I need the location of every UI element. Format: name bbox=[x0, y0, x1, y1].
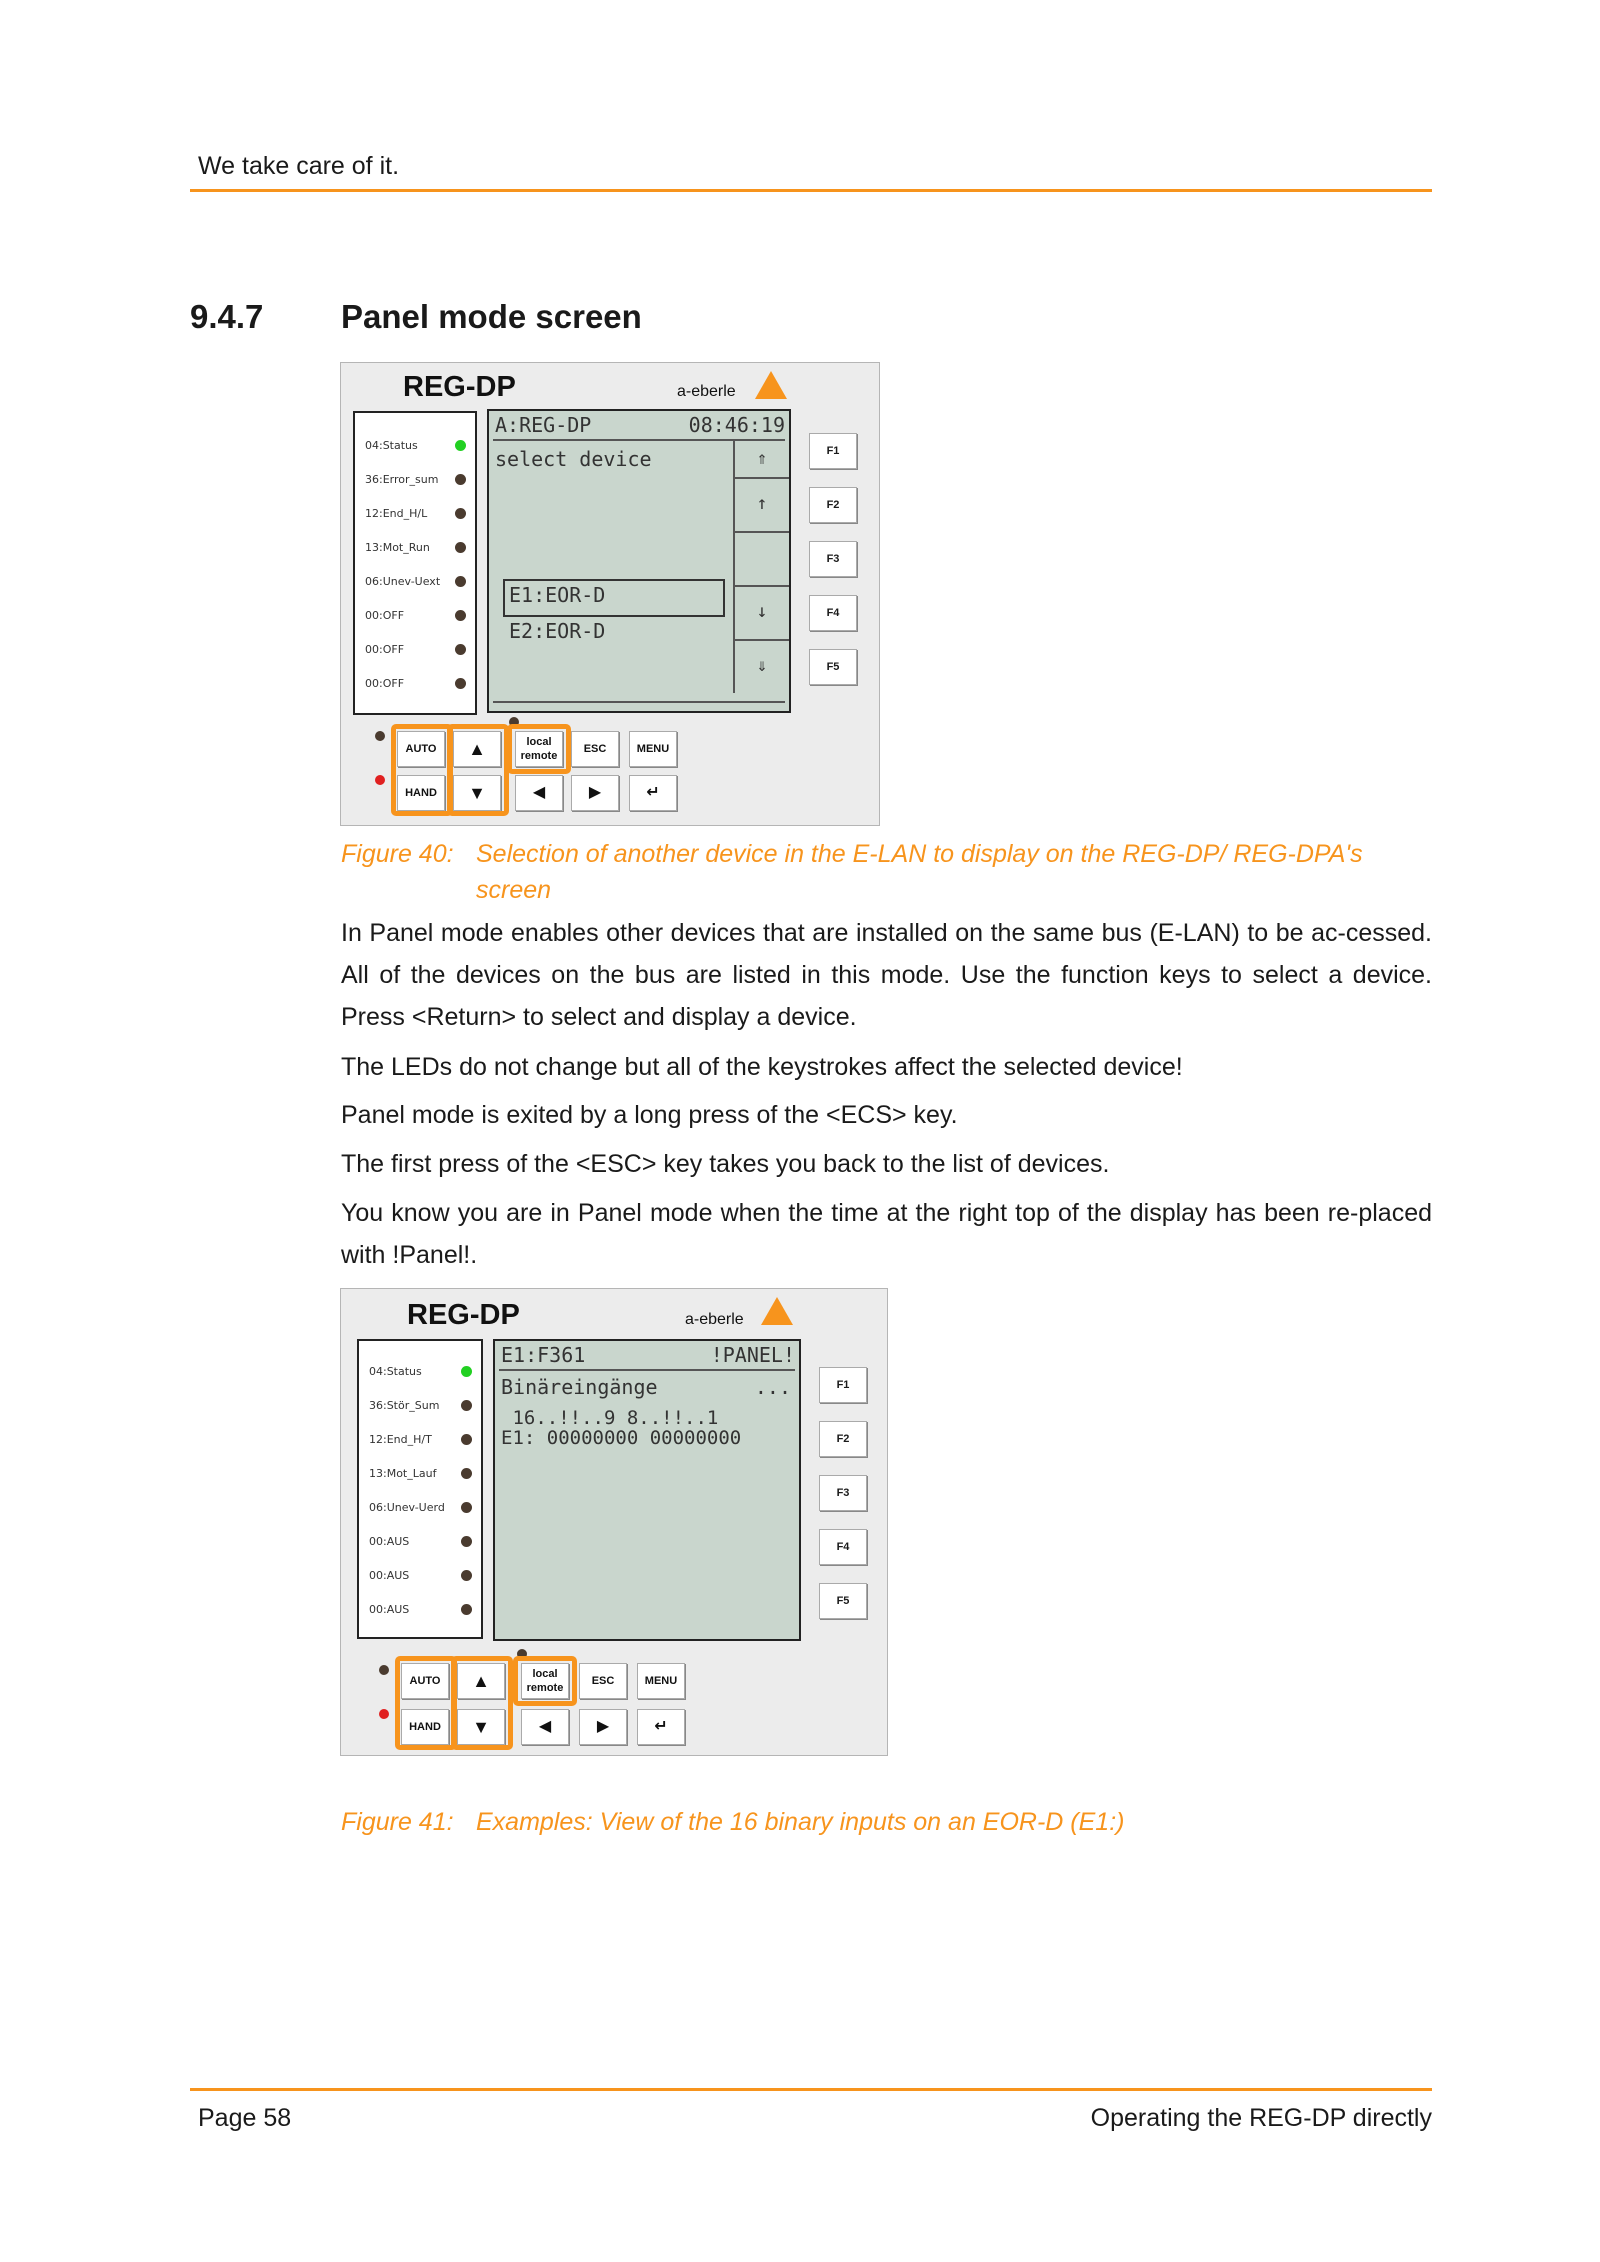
led-icon bbox=[461, 1400, 472, 1411]
led-label: 04:Status bbox=[365, 439, 418, 452]
menu-key[interactable]: MENU bbox=[629, 731, 677, 767]
led-icon bbox=[461, 1468, 472, 1479]
header-tagline: We take care of it. bbox=[198, 152, 400, 180]
remote-label: remote bbox=[526, 1682, 564, 1694]
led-green-icon bbox=[461, 1366, 472, 1377]
logo-triangle-icon bbox=[761, 1297, 793, 1325]
lcd-input-index: 16..!!..9 8..!!..1 bbox=[501, 1407, 719, 1429]
local-label: local bbox=[526, 736, 552, 748]
lcd-screen bbox=[487, 409, 791, 713]
led-label: 12:End_H/L bbox=[365, 507, 428, 520]
f1-key[interactable]: F1 bbox=[809, 433, 857, 469]
led-icon bbox=[461, 1536, 472, 1547]
lcd-title-left: A:REG-DP bbox=[495, 413, 592, 437]
highlight-auto-hand bbox=[395, 1656, 457, 1750]
left-key[interactable]: ◀ bbox=[521, 1709, 569, 1745]
scroll-bottom-icon: ⇓ bbox=[756, 655, 768, 676]
figure-41-device-panel bbox=[340, 1288, 888, 1756]
led-icon bbox=[455, 610, 466, 621]
lower-key[interactable]: ▼ bbox=[457, 1709, 505, 1745]
lcd-line1: Binäreingänge bbox=[501, 1375, 658, 1399]
led-icon bbox=[455, 644, 466, 655]
left-key[interactable]: ◀ bbox=[515, 775, 563, 811]
chapter-title: Operating the REG-DP directly bbox=[1090, 2104, 1432, 2132]
figure-41-caption-text: Examples: View of the 16 binary inputs on an EOR-D (E1:) bbox=[476, 1808, 1125, 1836]
hand-key[interactable]: HAND bbox=[397, 775, 445, 811]
led-list bbox=[353, 411, 477, 715]
hand-led-icon bbox=[375, 775, 385, 785]
lcd-input-values: E1: 00000000 00000000 bbox=[501, 1427, 742, 1449]
auto-led-icon bbox=[375, 731, 385, 741]
lcd-scroll-column bbox=[733, 441, 789, 693]
esc-key[interactable]: ESC bbox=[579, 1663, 627, 1699]
led-list bbox=[357, 1339, 483, 1639]
paragraph: The LEDs do not change but all of the keystrokes affect the selected device! bbox=[341, 1053, 1183, 1081]
section-number: 9.4.7 bbox=[190, 298, 264, 335]
hand-led-icon bbox=[379, 1709, 389, 1719]
menu-key[interactable]: MENU bbox=[637, 1663, 685, 1699]
auto-key[interactable]: AUTO bbox=[397, 731, 445, 767]
f2-key[interactable]: F2 bbox=[809, 487, 857, 523]
highlight-auto-hand bbox=[391, 724, 453, 816]
led-green-icon bbox=[455, 440, 466, 451]
f4-key[interactable]: F4 bbox=[809, 595, 857, 631]
f4-key[interactable]: F4 bbox=[819, 1529, 867, 1565]
paragraph: Panel mode is exited by a long press of the <ECS> key. bbox=[341, 1101, 958, 1129]
led-icon bbox=[455, 508, 466, 519]
right-key[interactable]: ▶ bbox=[571, 775, 619, 811]
led-icon bbox=[455, 576, 466, 587]
scroll-up-icon: ↑ bbox=[735, 477, 789, 533]
led-icon bbox=[455, 542, 466, 553]
paragraph: In Panel mode enables other devices that are installed on the same bus (E-LAN) to be ac-cessed. All of the devices on the bus are listed in this mode. Use the function keys to select a device. Press <Return> to select and display a device. bbox=[341, 919, 1432, 1031]
figure-41-caption-label: Figure 41: bbox=[341, 1808, 454, 1836]
local-label: local bbox=[532, 1668, 558, 1680]
led-icon bbox=[461, 1604, 472, 1615]
f5-key[interactable]: F5 bbox=[809, 649, 857, 685]
led-label: 12:End_H/T bbox=[369, 1433, 432, 1446]
paragraph: The first press of the <ESC> key takes you back to the list of devices. bbox=[341, 1150, 1110, 1178]
lcd-selected-item: E1:EOR-D bbox=[509, 583, 606, 607]
f1-key[interactable]: F1 bbox=[819, 1367, 867, 1403]
led-label: 00:AUS bbox=[369, 1569, 410, 1582]
led-icon bbox=[461, 1570, 472, 1581]
f5-key[interactable]: F5 bbox=[819, 1583, 867, 1619]
footer-rule bbox=[190, 2088, 1432, 2091]
lower-key[interactable]: ▼ bbox=[453, 775, 501, 811]
led-label: 00:AUS bbox=[369, 1535, 410, 1548]
header-rule bbox=[190, 189, 1432, 192]
led-label: 00:OFF bbox=[365, 609, 405, 622]
auto-led-icon bbox=[379, 1665, 389, 1675]
lcd-line1: select device bbox=[495, 447, 652, 471]
scroll-top-icon: ⇑ bbox=[735, 441, 789, 479]
f3-key[interactable]: F3 bbox=[819, 1475, 867, 1511]
section-title: Panel mode screen bbox=[341, 298, 642, 335]
raise-key[interactable]: ▲ bbox=[457, 1663, 505, 1699]
led-label: 13:Mot_Lauf bbox=[369, 1467, 437, 1480]
logo-text: a-eberle bbox=[677, 383, 736, 400]
led-label: 36:Error_sum bbox=[365, 473, 439, 486]
led-label: 04:Status bbox=[369, 1365, 422, 1378]
esc-key[interactable]: ESC bbox=[571, 731, 619, 767]
enter-key[interactable]: ↵ bbox=[637, 1709, 685, 1745]
highlight-local-remote bbox=[513, 1656, 577, 1706]
led-label: 00:OFF bbox=[365, 677, 405, 690]
raise-key[interactable]: ▲ bbox=[453, 731, 501, 767]
led-icon bbox=[455, 474, 466, 485]
f2-key[interactable]: F2 bbox=[819, 1421, 867, 1457]
brand-label: REG-DP bbox=[407, 1299, 520, 1331]
f3-key[interactable]: F3 bbox=[809, 541, 857, 577]
brand-label: REG-DP bbox=[403, 371, 516, 403]
scroll-down-icon: ↓ bbox=[735, 585, 789, 641]
led-label: 06:Unev-Uext bbox=[365, 575, 441, 588]
highlight-raise-lower bbox=[451, 1656, 513, 1750]
right-key[interactable]: ▶ bbox=[579, 1709, 627, 1745]
lcd-clock: 08:46:19 bbox=[688, 413, 785, 437]
logo-triangle-icon bbox=[755, 371, 787, 399]
lcd-more-indicator: ... bbox=[754, 1375, 791, 1399]
led-label: 00:AUS bbox=[369, 1603, 410, 1616]
figure-40-caption-text: Selection of another device in the E-LAN to display on the REG-DP/ REG-DPA's bbox=[476, 840, 1363, 868]
figure-40-caption-text-cont: screen bbox=[476, 876, 552, 904]
figure-40-caption-label: Figure 40: bbox=[341, 840, 454, 868]
led-label: 00:OFF bbox=[365, 643, 405, 656]
logo-text: a-eberle bbox=[685, 1311, 744, 1328]
paragraph: You know you are in Panel mode when the time at the right top of the display has been re-placed with !Panel!. bbox=[341, 1199, 1432, 1269]
lcd-list-item: E2:EOR-D bbox=[509, 619, 606, 643]
scroll-blank bbox=[735, 531, 789, 587]
lcd-screen bbox=[493, 1339, 801, 1641]
led-icon bbox=[461, 1434, 472, 1445]
lcd-title-left: E1:F361 bbox=[501, 1343, 586, 1367]
remote-label: remote bbox=[520, 750, 558, 762]
led-icon bbox=[455, 678, 466, 689]
lcd-panel-indicator: !PANEL! bbox=[710, 1343, 795, 1367]
figure-40-device-panel bbox=[340, 362, 880, 826]
highlight-raise-lower bbox=[447, 724, 509, 816]
hand-key[interactable]: HAND bbox=[401, 1709, 449, 1745]
led-label: 13:Mot_Run bbox=[365, 541, 430, 554]
led-label: 36:Stör_Sum bbox=[369, 1399, 440, 1412]
enter-key[interactable]: ↵ bbox=[629, 775, 677, 811]
highlight-local-remote bbox=[507, 724, 571, 774]
led-label: 06:Unev-Uerd bbox=[369, 1501, 445, 1514]
auto-key[interactable]: AUTO bbox=[401, 1663, 449, 1699]
page-number: Page 58 bbox=[198, 2104, 292, 2132]
led-icon bbox=[461, 1502, 472, 1513]
